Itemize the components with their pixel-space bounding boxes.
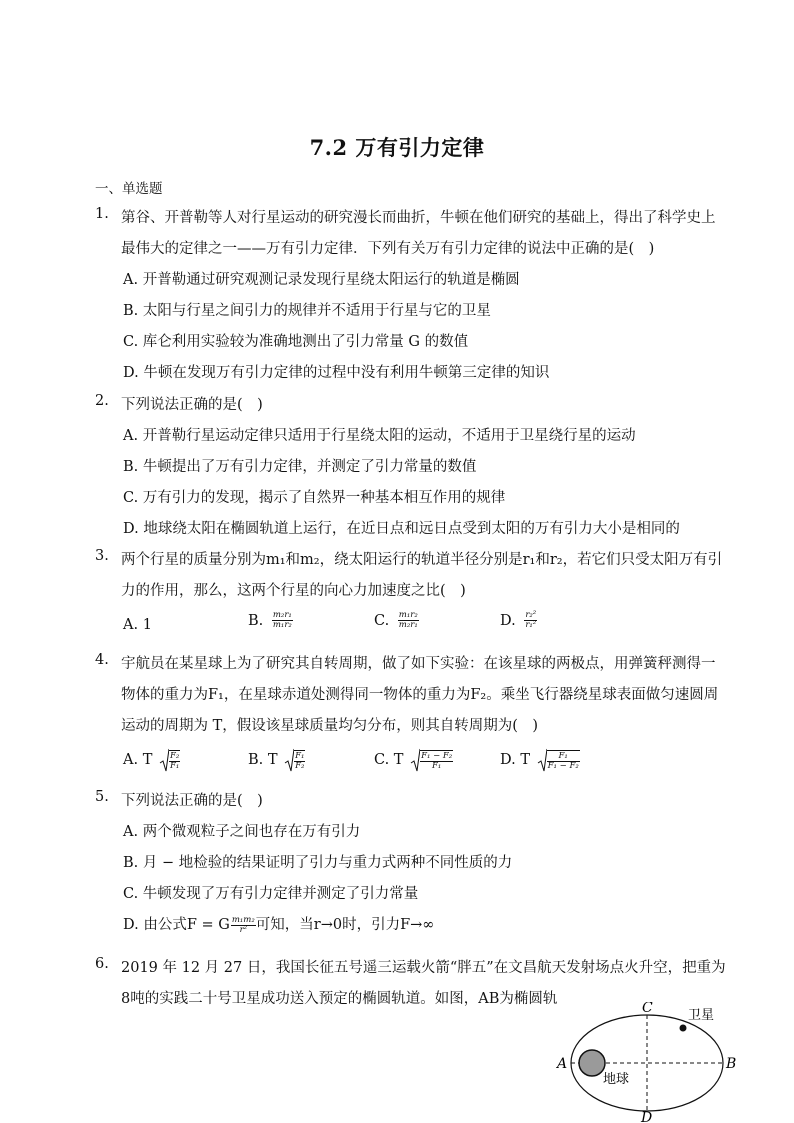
option-d: D. 牛顿在发现万有引力定律的过程中没有利用牛顿第三定律的知识 (123, 365, 550, 381)
question-number: 4. (95, 652, 109, 668)
option-b: B. 牛顿提出了万有引力定律，并测定了引力常量的数值 (123, 459, 477, 475)
sqrt-sign-icon (159, 748, 169, 772)
option-b (248, 611, 293, 630)
label-a: A (557, 1056, 568, 1072)
question-text-line: 下列说法正确的是( ) (121, 793, 263, 809)
fraction (524, 611, 537, 630)
option-b: B. 月 − 地检验的结果证明了引力与重力式两种不同性质的力 (123, 855, 513, 871)
option-c (374, 611, 419, 630)
question-1 (95, 206, 715, 266)
question-5 (95, 789, 715, 811)
fraction (231, 916, 256, 935)
numerator: F₁ (295, 750, 305, 761)
numerator: F₁ − F₂ (421, 750, 453, 761)
option-label: B. T (248, 752, 278, 768)
denominator: F₁ (431, 760, 442, 771)
denominator: F₂ (295, 760, 305, 771)
sqrt-sign-icon (410, 748, 420, 772)
question-text-line: 最伟大的定律之一——万有引力定律．下列有关万有引力定律的说法中正确的是( ) (121, 241, 655, 257)
question-number: 2. (95, 393, 109, 409)
option-label: A. 1 (123, 617, 152, 633)
option-label: D. 由公式F = G (123, 917, 230, 933)
option-a: A. 开普勒通过研究观测记录发现行星绕太阳运行的轨道是椭圆 (123, 272, 520, 288)
denominator: m₂r₁ (398, 620, 418, 630)
question-3 (95, 548, 723, 608)
option-c: C. 库仑利用实验较为准确地测出了引力常量 G 的数值 (123, 334, 469, 350)
label-d: D (641, 1110, 653, 1123)
fraction (294, 750, 305, 771)
section-heading: 一、单选题 (95, 181, 163, 197)
question-number: 6. (95, 956, 109, 972)
sqrt-sign-icon (537, 748, 547, 772)
denominator: F₁ − F₂ (547, 760, 579, 771)
option-text: 可知，当r→0时，引力F→∞ (255, 917, 435, 933)
label-earth: 地球 (603, 1072, 630, 1087)
label-c: C (642, 1002, 653, 1016)
fraction (420, 750, 453, 771)
option-label: B. (248, 612, 264, 629)
fraction (547, 750, 580, 771)
orbit-diagram (548, 1002, 748, 1123)
sqrt-sign-icon (284, 748, 294, 772)
question-2 (95, 393, 715, 415)
question-text-line: 下列说法正确的是( ) (121, 397, 263, 413)
option-a (123, 748, 180, 772)
question-number: 1. (95, 206, 109, 222)
satellite-icon (680, 1025, 687, 1032)
question-text-line: 物体的重力为F₁，在星球赤道处测得同一物体的重力为F₂。乘坐飞行器绕星球表面做匀速圆周 (121, 687, 719, 703)
numerator: m₁m₂ (231, 914, 255, 925)
denominator: r₁² (525, 620, 537, 630)
numerator: m₁r₂ (398, 610, 418, 620)
question-number: 3. (95, 548, 109, 564)
option-b (248, 748, 305, 772)
question-text-line: 第谷、开普勒等人对行星运动的研究漫长而曲折，牛顿在他们研究的基础上，得出了科学史上 (121, 210, 716, 226)
option-d (123, 913, 434, 935)
question-text-line: 两个行星的质量分别为m₁和m₂，绕太阳运行的轨道半径分别是r₁和r₂，若它们只受太阳万有引 (121, 552, 723, 568)
fraction (272, 611, 293, 630)
denominator: m₁r₂ (272, 620, 292, 630)
question-number: 5. (95, 789, 109, 805)
option-c: C. 牛顿发现了万有引力定律并测定了引力常量 (123, 886, 419, 902)
numerator: F₂ (169, 750, 180, 761)
numerator: F₁ (547, 752, 580, 762)
fraction (169, 750, 180, 771)
option-a: A. 两个微观粒子之间也存在万有引力 (123, 824, 361, 840)
option-a: A. 开普勒行星运动定律只适用于行星绕太阳的运动，不适用于卫星绕行星的运动 (123, 428, 636, 444)
option-label: D. T (500, 752, 530, 768)
question-text-line: 2019 年 12 月 27 日，我国长征五号遥三运载火箭“胖五”在文昌航天发射场点火升空，把重为 (121, 960, 726, 976)
denominator: F₁ (169, 760, 180, 771)
question-text-line: 力的作用，那么，这两个行星的向心力加速度之比( ) (121, 583, 466, 599)
option-label: C. (374, 612, 390, 629)
option-label: A. T (123, 752, 153, 768)
option-a (123, 617, 152, 633)
earth-icon (579, 1050, 605, 1076)
option-d (500, 748, 580, 772)
option-label: D. (500, 612, 516, 629)
option-d (500, 611, 537, 630)
option-b: B. 太阳与行星之间引力的规律并不适用于行星与它的卫星 (123, 303, 491, 319)
question-4 (95, 652, 719, 742)
option-c (374, 748, 453, 772)
option-label: C. T (374, 752, 404, 768)
question-text-line: 宇航员在某星球上为了研究其自转周期，做了如下实验：在该星球的两极点，用弹簧秤测得一 (121, 656, 716, 672)
question-text-line: 8吨的实践二十号卫星成功送入预定的椭圆轨道。如图，AB为椭圆轨 (121, 991, 558, 1007)
option-d: D. 地球绕太阳在椭圆轨道上运行，在近日点和远日点受到太阳的万有引力大小是相同的 (123, 521, 680, 537)
fraction (398, 611, 419, 630)
numerator: m₂r₁ (272, 610, 292, 620)
label-satellite: 卫星 (688, 1008, 715, 1023)
denominator: r² (239, 924, 248, 935)
option-c: C. 万有引力的发现，揭示了自然界一种基本相互作用的规律 (123, 490, 506, 506)
question-text-line: 运动的周期为 T，假设该星球质量均匀分布，则其自转周期为( ) (121, 718, 539, 734)
label-b: B (726, 1056, 737, 1072)
page-title: 7.2 万有引力定律 (309, 135, 485, 160)
numerator: r₂² (525, 610, 537, 620)
